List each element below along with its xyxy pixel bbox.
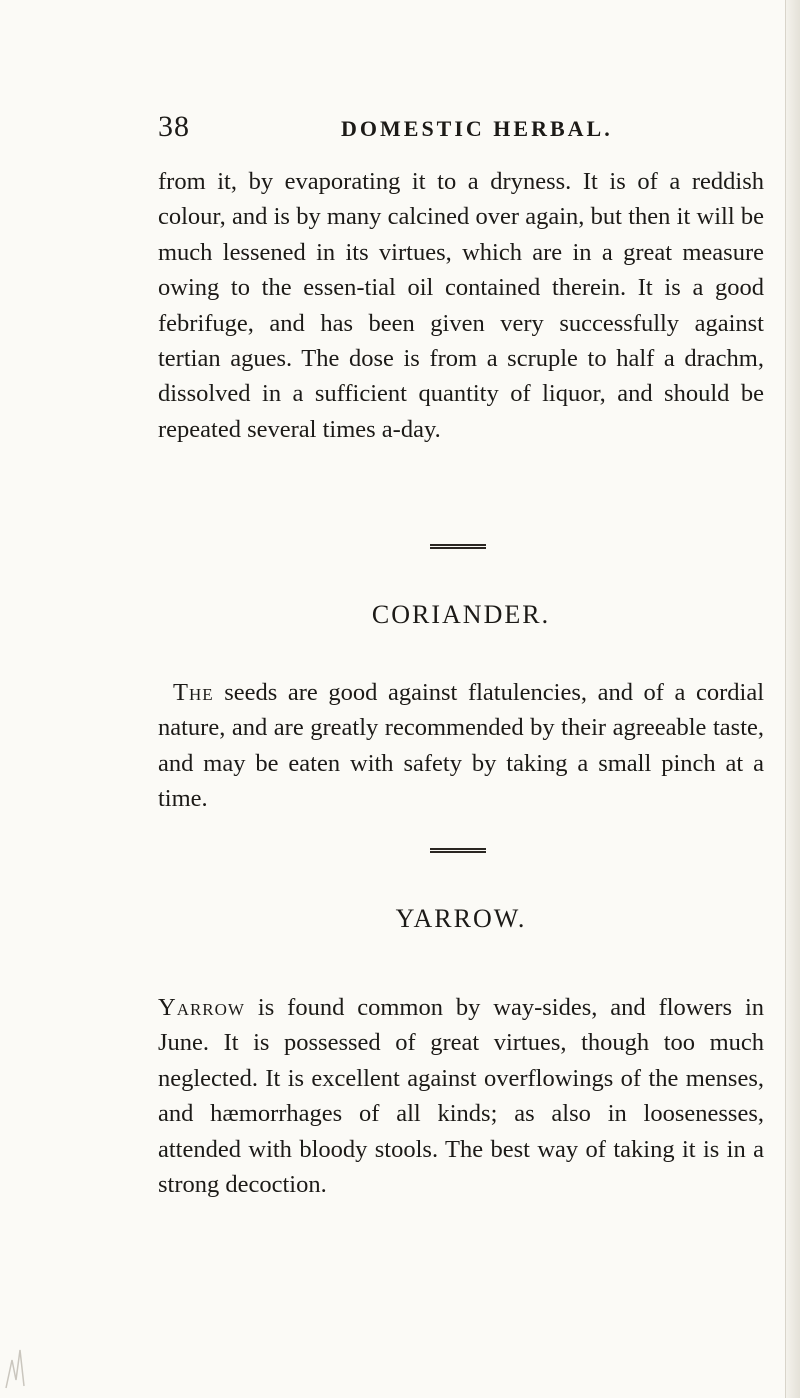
paragraph-body: seeds are good against flatulencies, and of a cordial nature, and are greatly recommended by their agreeable taste, and may be eaten with safety by taking a small pinch at a time. [158, 679, 765, 813]
running-head: DOMESTIC HERBAL. [341, 116, 613, 141]
lead-word: Yarrow [158, 994, 245, 1021]
lead-word: The [173, 679, 214, 706]
page-blemish-mark [4, 1340, 26, 1390]
paragraph-continued: from it, by evaporating it to a dryness. It is of a reddish colour, and is by many calcined over again, but then it will be much lessened in its virtues, which are in a great measure owing to the essen-tial oil contained therein. It is a good febrifuge, and has been given very successfully against tertian agues. The dose is from a scruple to half a drachm, dissolved in a sufficient quantity of liquor, and should be repeated several times a-day. [158, 168, 764, 443]
paragraph-coriander [158, 675, 764, 817]
page-edge [785, 0, 800, 1398]
section-heading-yarrow: YARROW. [395, 904, 527, 933]
paragraph-yarrow [158, 990, 764, 1202]
page-number: 38 [158, 110, 190, 143]
page-header [158, 110, 758, 146]
section-heading-coriander: CORIANDER. [371, 600, 551, 629]
section-divider [430, 544, 486, 549]
paragraph-body: is found common by way-sides, and flowers in June. It is possessed of great virtues, though too much neglected. It is excellent against overflowings of the menses, and hæmorrhages of all kinds; as also in loosenesses, attended with bloody stools. The best way of taking it is in a strong decoction. [158, 994, 765, 1199]
section-divider [430, 848, 486, 853]
